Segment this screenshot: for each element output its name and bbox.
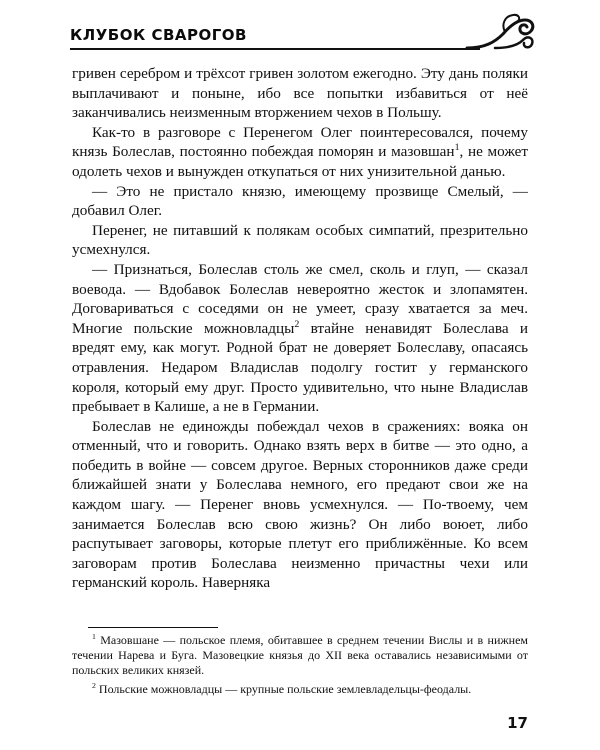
page-number: 17	[507, 714, 528, 732]
footnote: $^1$ Мазовшане — польское племя, обитавшее в среднем течении Вислы и в нижнем течении Нарева и Буга. Мазовецкие князья до XII века оставались независимыми от польских великих князей.	[72, 632, 529, 678]
footnotes	[72, 633, 528, 700]
paragraph: Болеслав не единожды побеждал чехов в сражениях: вояка он отменный, что и говорить. Однако взять верх в битве — это одно, а победить в войне — совсем другое. Верных сторонников даже среди ближайшей знати у Болеслава немного, его предают свои же на каждом шагу. — Перенег вновь усмехнулся. — По-твоему, чем занимается Болеслав всю свою жизнь? Он либо воюет, либо распутывает заговоры, которые плетут его приближённые. Ко всем заговорам против Болеслава неизменно причастны чехи или германский король. Наверняка	[72, 417, 528, 592]
running-title: КЛУБОК СВАРОГОВ	[70, 26, 247, 44]
paragraph: Как-то в разговоре с Перенегом Олег поинтересовался, почему князь Болеслав, постоянно побеждая поморян и мазовшан$^1$, не может одолеть чехов и вынужден откупаться от них унизительной данью.	[72, 123, 528, 180]
header-rule	[70, 48, 480, 50]
paragraph: Перенег, не питавший к полякам особых симпатий, презрительно усмехнулся.	[72, 221, 528, 259]
main-text	[72, 64, 528, 593]
page-header	[70, 18, 530, 54]
footnote-ref: 1	[454, 142, 460, 154]
paragraph: — Признаться, Болеслав столь же смел, сколь и глуп, — сказал воевода. — Вдобавок Болеслав невероятно жесток и злопамятен. Договариваться с соседями он не умеет, сразу хватается за меч. Многие польские можновладцы$^2$ втайне ненавидят Болеслава и вредят ему, как могут. Родной брат не доверяет Болеславу, опасаясь отравления. Недаром Владислав подолгу гостит у германского короля, который ему друг. Просто удивительно, что ныне Владислав пребывает в Калише, а не в Германии.	[72, 260, 528, 416]
paragraph: — Это не пристало князю, имеющему прозвище Смелый, — добавил Олег.	[72, 182, 528, 220]
footnote-ref: 2	[294, 318, 300, 330]
scroll-ornament-icon	[465, 12, 537, 58]
paragraph: гривен серебром и трёхсот гривен золотом ежегодно. Эту дань поляки выплачивают и поныне, ибо все попытки избавиться от неё заканчивались неизменным вторжением чехов в Польшу.	[72, 65, 528, 122]
footnote-divider	[88, 627, 218, 628]
footnote-number: 1	[92, 632, 96, 641]
footnote-number: 2	[92, 680, 96, 690]
footnote: $^2$ Польские можновладцы — крупные польские землевладельцы-феодалы.	[92, 680, 472, 696]
